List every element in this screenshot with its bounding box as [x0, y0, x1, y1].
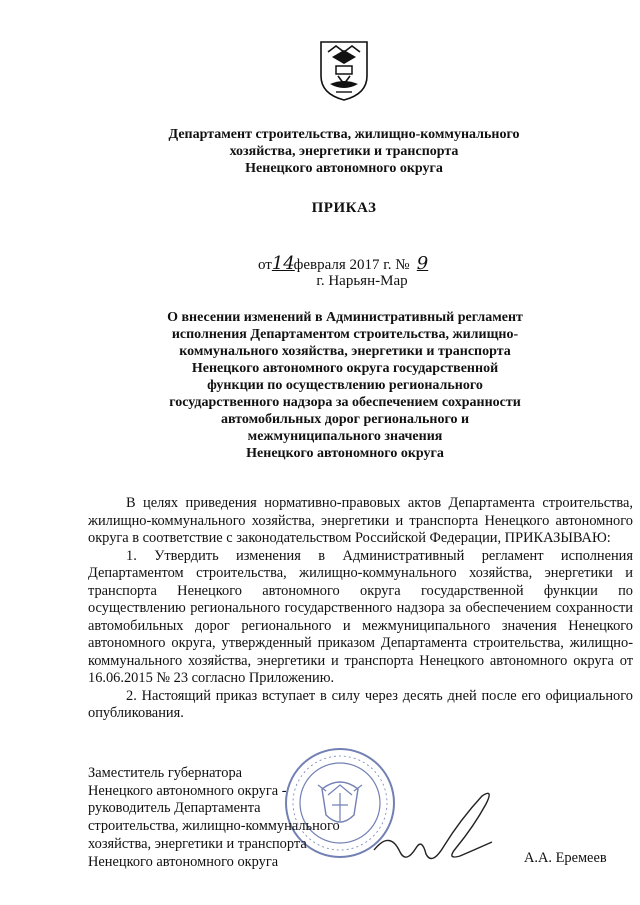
- date-prefix: от: [258, 257, 272, 273]
- department-header: [110, 126, 578, 177]
- signatory-line: строительства, жилищно-коммунального: [88, 818, 340, 835]
- subject-line: Ненецкого автономного округа: [246, 446, 444, 461]
- department-line: Департамент строительства, жилищно-коммунального: [168, 127, 520, 142]
- order-subject: [130, 309, 560, 462]
- subject-line: государственного надзора за обеспечением сохранности: [169, 395, 521, 410]
- handwritten-order-number: 9: [416, 253, 429, 274]
- place-of-issue: г. Нарьян-Мар: [316, 273, 408, 289]
- signatory-name: А.А. Еремеев: [524, 850, 607, 866]
- signatory-line: Заместитель губернатора: [88, 765, 243, 781]
- order-body: [88, 495, 633, 723]
- subject-line: функции по осуществлению регионального: [207, 378, 483, 393]
- subject-line: исполнения Департаментом строительства, жилищно-: [171, 327, 519, 342]
- signatory-line: Ненецкого автономного округа: [88, 853, 279, 870]
- subject-line: Ненецкого автономного округа государственной: [191, 361, 499, 376]
- date-month-year: февраля 2017 г. №: [293, 257, 410, 273]
- signatory-line: руководитель Департамента: [88, 800, 261, 817]
- document-title: ПРИКАЗ: [311, 200, 377, 216]
- signatory-line: хозяйства, энергетики и транспорта: [88, 835, 307, 852]
- department-line: Ненецкого автономного округа: [245, 161, 443, 176]
- order-date-line: [258, 253, 436, 274]
- order-item-2: 2. Настоящий приказ вступает в силу через десять дней после его официального опубликования.: [88, 687, 633, 721]
- handwritten-day: 14: [271, 253, 295, 274]
- order-item-1: 1. Утвердить изменения в Административный регламент исполнения Департаментом строительства, жилищно-коммунального хозяйства, энергетики и транспорта Ненецкого автономного округа государственной функции по осуществлению регионального государственного надзора за обеспечением сохранности автомобильных дорог регионального и межмуниципального значения Ненецкого автономного округа, утвержденный приказом Департамента строительства, жилищно-коммунального хозяйства, энергетики и транспорта Ненецкого автономного округа от 16.06.2015 № 23 согласно Приложению.: [88, 547, 633, 686]
- department-line: хозяйства, энергетики и транспорта: [229, 144, 459, 159]
- signatory-line: Ненецкого автономного округа -: [88, 782, 287, 799]
- subject-line: межмуниципального значения: [247, 429, 443, 444]
- subject-line: О внесении изменений в Административный регламент: [167, 310, 523, 325]
- subject-line: автомобильных дорог регионального и: [220, 412, 470, 427]
- intro-paragraph: В целях приведения нормативно-правовых актов Департамента строительства, жилищно-коммунального хозяйства, энергетики и транспорта Ненецкого автономного округа в соответствие с законодательством Российской Федерации, ПРИКАЗЫВАЮ:: [88, 495, 633, 546]
- signatory-title-block: [88, 765, 340, 871]
- subject-line: коммунального хозяйства, энергетики и транспорта: [179, 344, 511, 359]
- coat-of-arms-icon: [318, 40, 370, 102]
- handwritten-signature-icon: [370, 790, 500, 870]
